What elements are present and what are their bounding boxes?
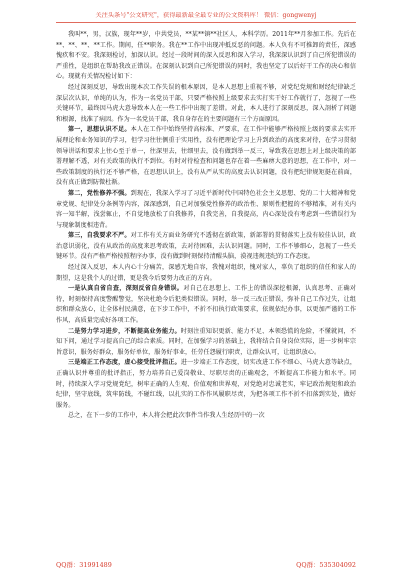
paragraph-measure-3: 三是端正工作态度，虚心接受批评指正。进一步端正工作态度，切实改进工作不细心、马虎大意等缺点，正确认识并尊重的批评指正，努力培养自己爱岗敬业、尽职尽责的正确观念，不断提高工作能力和水平。同时，持续深入学习党规党纪，树牢正确的人生观、价值观和世界观，对党绝对忠诚老实，牢记政治规矩和政治纪律，坚守底线，筑牢防线，不碰红线，以扎实的工作作风履职尽责，为把各项工作不折不扣落到实处，做好服务。 [56, 359, 356, 409]
paragraph-conclusion: 总之，在下一步的工作中，本人将会把此次事件当作我人生经历中的一次 [68, 412, 265, 420]
page-footer [56, 560, 356, 570]
paragraph-measure-1: 一是认真自省自查，深刻反省自身错误。对自己在思想上、工作上的错误深挖根源，认真思考、正确对待，时刻保持高度警醒警觉，坚决杜绝今后犯类似错误。同时，举一反三改正错误，弥补自己工作过失，让组织和群众放心，让全体村民满意，在下步工作中，不折不扣执行政策要求，依规依纪办事，以更加严谨的工作作风，高质量完成好各项工作。 [56, 285, 356, 325]
paragraph-point-1: 第一，思想认识不足。本人在工作中始终坚持高标准、严要求，在工作中能够严格按照上级的要求去实开展理论和业务知识的学习，但学习往往侧重于实用性，没有把理论学习上升到政治的高度来对待，在学习贯彻领导讲话和要求上往心至于单一，往深里去，往细里去，没有做到举一反三，导致我在思想上对上级决策的部署理解不透，对有关政策的执行不到位。有时对待检查和问题也存在着一些麻痹大意的思想，在工作中，对一些政策制度的执行还不够严格，在思想认识上，没有从严从实的高度去认识问题，没有把纪律规矩挺在前面，没有真正做到防微杜渐。 [56, 126, 356, 187]
banner-divider [56, 22, 356, 23]
promo-banner: 关注头条号"公文研究"，获得最新最全最专业的公文资料库！ 微信：gongwenyj [95, 12, 317, 19]
paragraph-point-3: 第三，自我要求不严。对工作有关方面业务研究不透彻在新政策，新部署的贯彻落实上没有较佳认识，政治意识弱化，没有从政治的高度来思考政策，去对待困难，去认识问题。同时，工作不够细心，忽视了一些关键环节。没有严格严格按照程序办事，没有做到时刻保持清醒头脑，漠视违规违纪的工作态度。 [56, 232, 356, 261]
qq-group-label-2: QQ群：535304092 [296, 561, 356, 569]
paragraph-measure-2: 二是努力学习进步，不断提高业务能力。时刻注重知识更新、能力不足、本领恐慌的危险，不懂就问，不知下问，通过学习提高自己的综合素质。同时，在加强学习的基础上，我将结合自身岗位实际，进一步树牢宗旨意识，服务好群众，服务好单位，服务好事业，任劳任怨履行职责，让群众认可，让组织放心。 [56, 327, 356, 356]
paragraph-reflection: 经过深刻反思，导致出现本次工作失误的根本原因，是本人思想上重视不够，对党纪党规和财经纪律缺乏深层次认识，单纯的认为，作为一名党员干部，只要严格按照上级要求去实打实干好工作就行了，忽视了一些关键环节，最终因马虎大意导致本人在一些工作中出现了差错。对此，本人进行了深刻反思，深入剖析了问题和根源，找准了病因。作为一名党员干部，我自身存在的主要问题有三个方面原因。 [56, 83, 356, 123]
paragraph-remorse: 经过深入反思，本人内心十分痛苦，深感无地自容，我愧对组织，愧对家人，辜负了组织的信任和家人的期望，这是我个人的过错，更是我今后要努力改正的方向。 [56, 264, 356, 282]
paragraph-point-2: 第二，党性修养不强。到现在，我深入学习了习近平新时代中国特色社会主义思想、党的二十大精神和党章党规、纪律处分条例等内容，深深感到，自己对加强党性修养的政治性、原则性把握的不够精准，对有关内容一知半解，浅尝辄止，不自觉地放松了自我修养，自我完善，自我提高，内心深处没有考虑到一些错误行为与现象制度相违背。 [56, 189, 356, 229]
paragraph-intro: 我叫**，男，汉族，现年**岁，中共党员，**某**镇**社区人，本科学历。2011年**月参加工作。先后在**、**、**、**工作。期间，任**职务。我在**工作中出现冲抵反恶的问题。本人负有不可推卸的责任，深感愧疚和不安。我深刻检讨，加深认识。经过一段时间的深入反思和深入学习，我深深认识到了自己所犯错误的严重性，是组织在帮助我改正错误。在深刻认识到自己所犯错误的同时，我也坚定了以后好干工作的决心和信心。现就有关情况检讨如下： [56, 31, 356, 81]
qq-group-label: QQ群：31991489 [56, 561, 112, 569]
document-body [56, 30, 356, 422]
